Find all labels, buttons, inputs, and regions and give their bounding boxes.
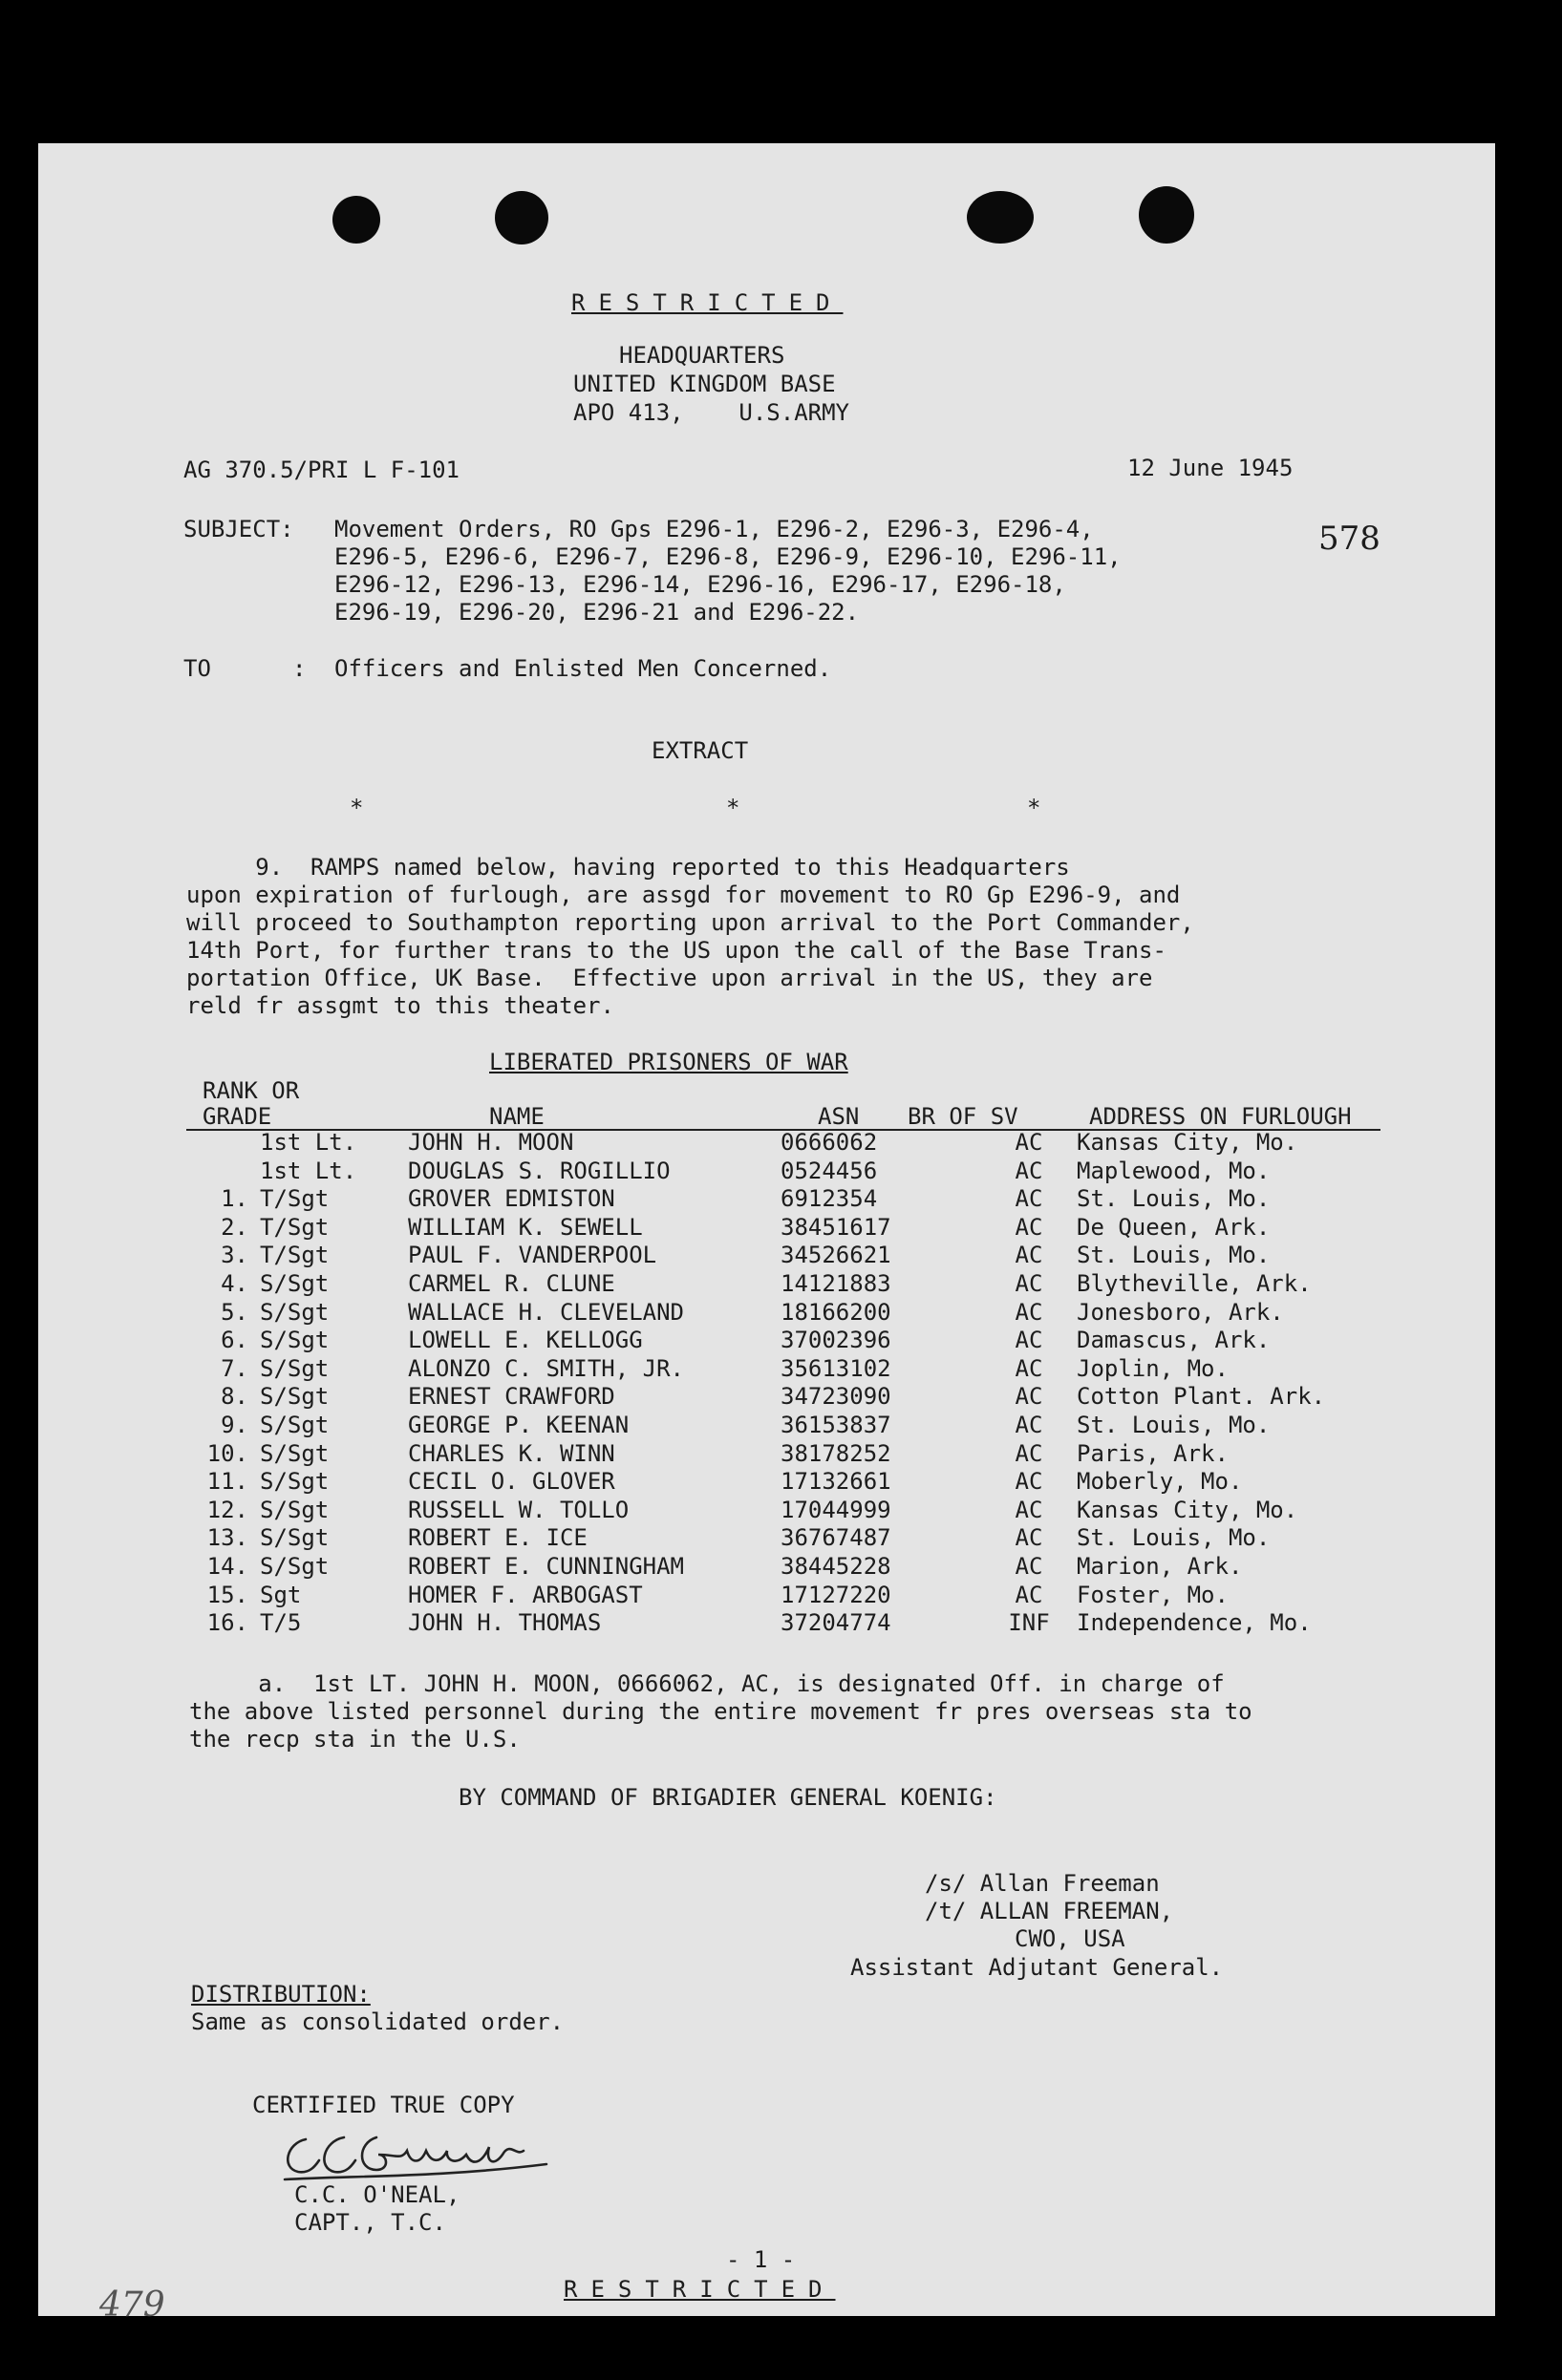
hq-line-1: HEADQUARTERS	[619, 342, 785, 369]
row-number: 10.	[206, 1439, 248, 1467]
table-row	[162, 1270, 1392, 1299]
asn-header: ASN	[818, 1103, 860, 1130]
subject-line: Movement Orders, RO Gps E296-1, E296-2, E296-3, E296-4,	[334, 516, 1094, 542]
row-asn: 37002396	[781, 1327, 891, 1354]
document-date: 12 June 1945	[1127, 455, 1294, 481]
roster-table	[162, 1129, 1392, 1638]
paragraph-a-line: the recp sta in the U.S.	[189, 1726, 521, 1753]
row-address: St. Louis, Mo.	[1077, 1242, 1271, 1269]
row-grade: S/Sgt	[260, 1552, 330, 1580]
row-branch: AC	[1015, 1298, 1043, 1326]
signature-line: CWO, USA	[1015, 1925, 1125, 1952]
table-row	[162, 1582, 1392, 1610]
row-asn: 38178252	[781, 1439, 891, 1467]
paragraph-a-line: the above listed personnel during the entire movement fr pres overseas sta to	[189, 1698, 1252, 1725]
rank-header: RANK OR	[203, 1077, 300, 1104]
table-row	[162, 1242, 1392, 1270]
paragraph-9-line: portation Office, UK Base. Effective upon arrival in the US, they are	[186, 965, 1153, 991]
row-address: Moberly, Mo.	[1077, 1468, 1243, 1496]
table-row	[162, 1440, 1392, 1469]
row-asn: 36153837	[781, 1411, 891, 1438]
row-address: Kansas City, Mo.	[1077, 1496, 1298, 1523]
branch-header: BR OF SV	[908, 1103, 1018, 1130]
table-row	[162, 1299, 1392, 1328]
row-asn: 34526621	[781, 1242, 891, 1269]
row-grade: S/Sgt	[260, 1439, 330, 1467]
row-address: De Queen, Ark.	[1077, 1213, 1271, 1241]
row-asn: 14121883	[781, 1269, 891, 1297]
row-address: St. Louis, Mo.	[1077, 1185, 1271, 1213]
to-colon: :	[292, 655, 307, 682]
table-title: LIBERATED PRISONERS OF WAR	[489, 1049, 848, 1075]
signature-line: Assistant Adjutant General.	[850, 1954, 1224, 1981]
row-branch: AC	[1015, 1213, 1043, 1241]
row-name: GROVER EDMISTON	[408, 1185, 615, 1213]
row-grade: S/Sgt	[260, 1327, 330, 1354]
row-branch: AC	[1015, 1354, 1043, 1382]
hq-line-3: APO 413, U.S.ARMY	[573, 399, 849, 426]
row-address: St. Louis, Mo.	[1077, 1411, 1271, 1438]
paragraph-9-line: upon expiration of furlough, are assgd for movement to RO Gp E296-9, and	[186, 882, 1181, 908]
row-branch: AC	[1015, 1439, 1043, 1467]
row-number: 12.	[206, 1496, 248, 1523]
row-name: ALONZO C. SMITH, JR.	[408, 1354, 684, 1382]
row-asn: 18166200	[781, 1298, 891, 1326]
classification-top: RESTRICTED	[571, 289, 844, 316]
subject-line: E296-19, E296-20, E296-21 and E296-22.	[334, 599, 860, 626]
margin-note: 479	[99, 2285, 165, 2325]
row-grade: Sgt	[260, 1581, 302, 1608]
paragraph-a-line: a. 1st LT. JOHN H. MOON, 0666062, AC, is designated Off. in charge of	[189, 1670, 1225, 1697]
row-grade: S/Sgt	[260, 1269, 330, 1297]
row-grade: S/Sgt	[260, 1383, 330, 1411]
row-address: Maplewood, Mo.	[1077, 1157, 1271, 1184]
row-asn: 37204774	[781, 1609, 891, 1637]
row-number: 7.	[221, 1354, 248, 1382]
table-row	[162, 1355, 1392, 1384]
subject-line: E296-5, E296-6, E296-7, E296-8, E296-9, E296-10, E296-11,	[334, 543, 1122, 570]
row-number	[162, 1158, 260, 1186]
row-name: ROBERT E. CUNNINGHAM	[408, 1552, 684, 1580]
certifier-name: C.C. O'NEAL,	[294, 2181, 460, 2208]
row-asn: 0666062	[781, 1129, 878, 1156]
page-number: - 1 -	[726, 2246, 796, 2273]
row-grade: S/Sgt	[260, 1411, 330, 1438]
punch-hole	[495, 191, 548, 244]
row-address: Kansas City, Mo.	[1077, 1129, 1298, 1156]
row-address: Independence, Mo.	[1077, 1609, 1312, 1637]
row-grade: T/Sgt	[260, 1242, 330, 1269]
row-number	[162, 1129, 260, 1158]
address-header: ADDRESS ON FURLOUGH	[1089, 1103, 1352, 1130]
row-asn: 6912354	[781, 1185, 878, 1213]
table-row	[162, 1412, 1392, 1440]
signature-line: /t/ ALLAN FREEMAN,	[925, 1898, 1174, 1924]
row-name: JOHN H. THOMAS	[408, 1609, 602, 1637]
row-name: GEORGE P. KEENAN	[408, 1411, 630, 1438]
row-address: Marion, Ark.	[1077, 1552, 1243, 1580]
row-name: DOUGLAS S. ROGILLIO	[408, 1157, 671, 1184]
row-address: Cotton Plant. Ark.	[1077, 1383, 1326, 1411]
grade-header: GRADE	[203, 1103, 272, 1130]
row-address: St. Louis, Mo.	[1077, 1524, 1271, 1552]
row-branch: AC	[1015, 1468, 1043, 1496]
row-branch: AC	[1015, 1383, 1043, 1411]
row-grade: 1st Lt.	[260, 1129, 357, 1156]
row-name: ROBERT E. ICE	[408, 1524, 588, 1552]
subject-label: SUBJECT:	[183, 516, 294, 542]
row-name: WALLACE H. CLEVELAND	[408, 1298, 684, 1326]
row-branch: AC	[1015, 1185, 1043, 1213]
row-address: Blytheville, Ark.	[1077, 1269, 1312, 1297]
handwritten-signature	[277, 2122, 554, 2189]
row-branch: AC	[1015, 1242, 1043, 1269]
row-branch: AC	[1015, 1129, 1043, 1156]
table-row	[162, 1327, 1392, 1355]
table-row	[162, 1524, 1392, 1553]
extract-heading: EXTRACT	[652, 737, 749, 764]
row-asn: 34723090	[781, 1383, 891, 1411]
command-line: BY COMMAND OF BRIGADIER GENERAL KOENIG:	[459, 1784, 997, 1811]
row-branch: AC	[1015, 1552, 1043, 1580]
row-number: 1.	[221, 1185, 248, 1213]
certifier-title: CAPT., T.C.	[294, 2209, 446, 2236]
row-number: 4.	[221, 1269, 248, 1297]
row-asn: 17132661	[781, 1468, 891, 1496]
row-asn: 35613102	[781, 1354, 891, 1382]
page-stamp: 578	[1318, 520, 1380, 558]
row-grade: T/Sgt	[260, 1185, 330, 1213]
row-branch: AC	[1015, 1524, 1043, 1552]
table-row	[162, 1383, 1392, 1412]
row-grade: S/Sgt	[260, 1496, 330, 1523]
table-row	[162, 1553, 1392, 1582]
row-address: Foster, Mo.	[1077, 1581, 1229, 1608]
paragraph-9-line: 9. RAMPS named below, having reported to this Headquarters	[186, 854, 1070, 881]
name-header: NAME	[489, 1103, 545, 1130]
row-grade: T/Sgt	[260, 1213, 330, 1241]
row-name: PAUL F. VANDERPOOL	[408, 1242, 657, 1269]
row-branch: AC	[1015, 1581, 1043, 1608]
row-name: HOMER F. ARBOGAST	[408, 1581, 643, 1608]
row-branch: AC	[1015, 1327, 1043, 1354]
table-row	[162, 1609, 1392, 1638]
table-row	[162, 1497, 1392, 1525]
row-number: 6.	[221, 1327, 248, 1354]
row-branch: AC	[1015, 1496, 1043, 1523]
row-number: 14.	[206, 1552, 248, 1580]
row-name: CARMEL R. CLUNE	[408, 1269, 615, 1297]
row-name: LOWELL E. KELLOGG	[408, 1327, 643, 1354]
row-grade: T/5	[260, 1609, 302, 1637]
subject-line: E296-12, E296-13, E296-14, E296-16, E296-17, E296-18,	[334, 571, 1066, 598]
row-asn: 36767487	[781, 1524, 891, 1552]
row-number: 8.	[221, 1383, 248, 1411]
row-asn: 17127220	[781, 1581, 891, 1608]
table-row	[162, 1129, 1392, 1158]
asterisk: *	[350, 795, 364, 821]
row-asn: 38451617	[781, 1213, 891, 1241]
reference-number: AG 370.5/PRI L F-101	[183, 457, 460, 483]
paragraph-9-line: reld fr assgmt to this theater.	[186, 992, 614, 1019]
signature-line: /s/ Allan Freeman	[925, 1870, 1160, 1897]
row-name: WILLIAM K. SEWELL	[408, 1213, 643, 1241]
row-grade: 1st Lt.	[260, 1157, 357, 1184]
paragraph-9-line: will proceed to Southampton reporting upon arrival to the Port Commander,	[186, 909, 1194, 936]
certified-label: CERTIFIED TRUE COPY	[252, 2092, 515, 2118]
asterisk: *	[1027, 795, 1041, 821]
table-row	[162, 1214, 1392, 1243]
asterisk: *	[726, 795, 740, 821]
table-row	[162, 1468, 1392, 1497]
row-address: Joplin, Mo.	[1077, 1354, 1229, 1382]
hq-line-2: UNITED KINGDOM BASE	[573, 371, 836, 397]
to-value: Officers and Enlisted Men Concerned.	[334, 655, 832, 682]
row-grade: S/Sgt	[260, 1524, 330, 1552]
row-branch: AC	[1015, 1157, 1043, 1184]
row-asn: 0524456	[781, 1157, 878, 1184]
punch-hole	[967, 191, 1034, 244]
row-address: Damascus, Ark.	[1077, 1327, 1271, 1354]
paragraph-9-line: 14th Port, for further trans to the US upon the call of the Base Trans-	[186, 937, 1166, 964]
row-number: 2.	[221, 1213, 248, 1241]
row-number: 13.	[206, 1524, 248, 1552]
row-name: RUSSELL W. TOLLO	[408, 1496, 630, 1523]
row-address: Paris, Ark.	[1077, 1439, 1229, 1467]
row-asn: 17044999	[781, 1496, 891, 1523]
row-grade: S/Sgt	[260, 1298, 330, 1326]
row-number: 11.	[206, 1468, 248, 1496]
row-asn: 38445228	[781, 1552, 891, 1580]
distribution-label: DISTRIBUTION:	[191, 1981, 371, 2008]
distribution-value: Same as consolidated order.	[191, 2008, 565, 2035]
punch-hole	[1139, 186, 1194, 244]
row-name: ERNEST CRAWFORD	[408, 1383, 615, 1411]
row-branch: INF	[1008, 1609, 1050, 1637]
row-name: CHARLES K. WINN	[408, 1439, 615, 1467]
row-name: CECIL O. GLOVER	[408, 1468, 615, 1496]
classification-bottom: RESTRICTED	[564, 2276, 836, 2303]
row-number: 5.	[221, 1298, 248, 1326]
row-number: 15.	[206, 1581, 248, 1608]
to-label: TO	[183, 655, 211, 682]
table-row	[162, 1185, 1392, 1214]
row-grade: S/Sgt	[260, 1354, 330, 1382]
row-branch: AC	[1015, 1411, 1043, 1438]
row-address: Jonesboro, Ark.	[1077, 1298, 1284, 1326]
table-row	[162, 1158, 1392, 1186]
row-branch: AC	[1015, 1269, 1043, 1297]
punch-hole	[332, 196, 380, 244]
row-name: JOHN H. MOON	[408, 1129, 574, 1156]
row-number: 16.	[206, 1609, 248, 1637]
row-number: 9.	[221, 1411, 248, 1438]
row-number: 3.	[221, 1242, 248, 1269]
row-grade: S/Sgt	[260, 1468, 330, 1496]
